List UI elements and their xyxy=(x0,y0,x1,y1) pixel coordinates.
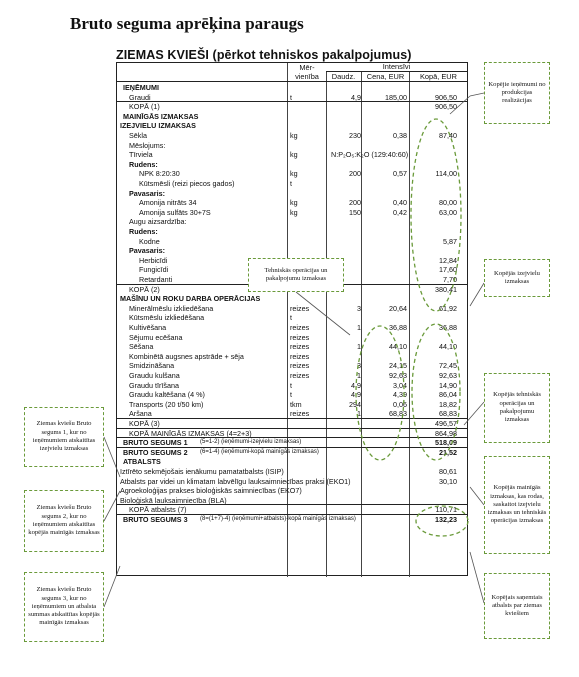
row-unit: reizes xyxy=(290,323,310,332)
row-unit: reizes xyxy=(290,332,310,342)
row-unit: reizes xyxy=(290,361,310,371)
callout-raw-materials: Kopējās izejvielu izmaksas xyxy=(484,259,550,297)
row-quantity: 1 xyxy=(357,342,361,352)
row-label: Augu aizsardzība: xyxy=(129,217,187,227)
row-total: 36,88 xyxy=(439,323,457,332)
row-total: 496,57 xyxy=(435,419,457,428)
row-total: 5,87 xyxy=(443,236,457,246)
row-label: Aršana xyxy=(129,409,152,419)
row-formula-note: (6=1-4) (ieņēmumi-kopā mainīgās izmaksas) xyxy=(200,448,319,455)
header-price: Cena, EUR xyxy=(366,72,405,81)
row-total: 518,09 xyxy=(435,438,457,448)
row-unit: kg xyxy=(290,131,298,140)
row-label: NPK 8:20:30 xyxy=(139,169,180,179)
row-total: 14,90 xyxy=(439,380,457,390)
row-total: 18,82 xyxy=(439,399,457,409)
row-label: ATBALSTS xyxy=(123,457,161,467)
row-quantity: 230 xyxy=(349,131,361,140)
row-label: KOPĀ atbalsts (7) xyxy=(129,505,187,515)
row-label: Retardanti xyxy=(139,275,173,284)
row-unit: t xyxy=(290,313,292,323)
row-quantity: 3 xyxy=(357,361,361,371)
row-label: Graudi xyxy=(129,92,151,102)
gross-margin-table xyxy=(116,62,468,576)
row-total: 21,52 xyxy=(439,447,457,457)
row-price: 185,00 xyxy=(385,92,407,102)
row-price: 44,10 xyxy=(389,342,407,352)
row-label: Transports (20 t/50 km) xyxy=(129,399,204,409)
callout-gross-margin-2: Ziemas kviešu Bruto segums 2, kur no ieņēmumiem atskaitītas kopējās mainīgās izmaksas xyxy=(24,490,104,552)
row-label: Kūtsmēsli (reizi piecos gados) xyxy=(139,179,235,188)
row-quantity: 4,9 xyxy=(351,380,361,390)
row-quantity: 1 xyxy=(357,323,361,332)
row-price: 36,88 xyxy=(389,323,407,332)
row-total: 906,50 xyxy=(435,102,457,112)
row-label: Graudu kulšana xyxy=(129,371,180,380)
row-unit: kg xyxy=(290,207,298,217)
row-label: Minerālmēslu izkliedēšana xyxy=(129,303,214,313)
row-total: 87,40 xyxy=(439,131,457,140)
row-label: KOPĀ MAINĪGĀS IZMAKSAS (4=2+3) xyxy=(129,428,252,438)
row-label: KOPĀ (1) xyxy=(129,102,160,112)
row-label: MAINĪGĀS IZMAKSAS xyxy=(123,111,199,121)
row-total: 906,50 xyxy=(435,92,457,102)
row-label: Iztīrēto sekmējošais ienākumu pamatatbalsts (ISIP) xyxy=(120,467,284,476)
row-price: 0,42 xyxy=(393,207,407,217)
row-label: Atbalsts par videi un klimatam labvēlīgu lauksaimniecības praksi (EKO1) xyxy=(120,476,351,486)
callout-tech-total: Kopējās tehniskās operācijas un pakalpojumu izmaksas xyxy=(484,373,550,443)
row-total: 17,60 xyxy=(439,265,457,275)
row-label: Tīrviela xyxy=(129,150,153,160)
page-title: Bruto seguma aprēķina paraugs xyxy=(70,14,304,33)
row-total: 864,98 xyxy=(435,428,457,438)
row-label: Sēkla xyxy=(129,131,147,140)
row-total: 12,84 xyxy=(439,255,457,265)
row-unit: kg xyxy=(290,198,298,208)
row-label: Agroekoloģijas prakses bioloģiskās saimniecības (EKO7) xyxy=(120,486,302,496)
row-label: Pavasaris: xyxy=(129,246,165,256)
row-unit: t xyxy=(290,92,292,102)
row-quantity: 150 xyxy=(349,207,361,217)
row-label: Bioloģiskā lauksaimniecība (BLA) xyxy=(120,495,227,505)
header-total: Kopā, EUR xyxy=(420,72,457,81)
row-unit: reizes xyxy=(290,351,310,361)
row-price: 24,15 xyxy=(389,361,407,371)
row-label: Kultivēšana xyxy=(129,323,167,332)
callout-gross-margin-1: Ziemas kviešu Bruto segums 1, kur no ieņēmumiem atskaitītas izejvielu izmaksas xyxy=(24,407,104,467)
row-label: Pavasaris: xyxy=(129,188,165,198)
row-price: 0,06 xyxy=(393,399,407,409)
row-label: IEŅĒMUMI xyxy=(123,83,159,92)
row-label: Amonija nitrāts 34 xyxy=(139,198,197,208)
row-total: 92,63 xyxy=(439,371,457,380)
row-quantity: 4,9 xyxy=(351,390,361,400)
row-label: Kūtsmēslu izkliedēšana xyxy=(129,313,205,323)
row-unit: t xyxy=(290,380,292,390)
header-unit: Mēr- vienība xyxy=(295,63,319,81)
row-total: 80,61 xyxy=(439,467,457,476)
row-unit: t xyxy=(290,390,292,400)
row-label: KOPĀ (2) xyxy=(129,284,160,294)
row-label: Kodne xyxy=(139,236,160,246)
row-total: 63,00 xyxy=(439,207,457,217)
row-label: BRUTO SEGUMS 1 xyxy=(123,438,188,448)
callout-gross-margin-3: Ziemas kviešu Bruto segums 3, kur no ieņēmumiem un atbalsta summas atskaitītas kopējās mainīgās izmaksas xyxy=(24,572,104,642)
header-qty: Daudz. xyxy=(331,72,356,81)
row-label: MAŠĪNU UN ROKU DARBA OPERĀCIJAS xyxy=(120,294,261,304)
row-total: 7,70 xyxy=(443,275,457,284)
row-label: BRUTO SEGUMS 3 xyxy=(123,515,188,524)
row-total: 132,23 xyxy=(435,515,457,524)
row-unit: tkm xyxy=(290,399,302,409)
row-total: 114,00 xyxy=(435,169,457,179)
row-label: KOPĀ (3) xyxy=(129,419,160,428)
row-total: 30,10 xyxy=(439,476,457,486)
row-label: Graudu tīrīšana xyxy=(129,380,179,390)
row-quantity: 1 xyxy=(357,409,361,419)
row-label: Sēšana xyxy=(129,342,154,352)
row-label: Fungicīdi xyxy=(139,265,169,275)
row-unit: kg xyxy=(290,150,298,160)
row-label: IZEJVIELU IZMAKSAS xyxy=(120,121,196,131)
row-unit: reizes xyxy=(290,303,310,313)
row-quantity: 4,9 xyxy=(351,92,361,102)
row-price: 20,64 xyxy=(389,303,407,313)
row-label: Amonija sulfāts 30+7S xyxy=(139,207,211,217)
row-quantity: 294 xyxy=(349,399,361,409)
row-quantity: 200 xyxy=(349,169,361,179)
callout-revenue: Kopējie ieņēmumi no produkcijas realizācijas xyxy=(484,62,550,124)
row-price: 0,38 xyxy=(393,131,407,140)
row-total: 86,04 xyxy=(439,390,457,400)
row-label: BRUTO SEGUMS 2 xyxy=(123,447,188,457)
row-unit: reizes xyxy=(290,342,310,352)
row-formula-note: (5=1-2) (ieņēmumi-izejvielu izmaksas) xyxy=(200,439,302,446)
row-price: 68,83 xyxy=(389,409,407,419)
row-price: 3,04 xyxy=(393,380,407,390)
callout-tech-operations: Tehniskās operācijas un pakalpojumu izmaksas xyxy=(248,258,344,292)
header-intensity: Intensīvi xyxy=(382,62,411,71)
row-total: 80,00 xyxy=(439,198,457,208)
row-label: Sējumu ecēšana xyxy=(129,332,183,342)
row-label: Rudens: xyxy=(129,159,158,169)
row-quantity: 200 xyxy=(349,198,361,208)
row-unit: kg xyxy=(290,169,298,179)
row-formula-note: (8=(1+7)-4) (ieņēmumi+atbalsts)-kopā mainīgās izmaksas) xyxy=(200,516,356,522)
row-total: 61,92 xyxy=(439,303,457,313)
row-label: Mēslojums: xyxy=(129,140,166,150)
row-price: N:P₂O₅:K₂O (129:40:60) xyxy=(331,150,409,160)
row-label: Herbicīdi xyxy=(139,255,168,265)
row-price: 4,39 xyxy=(393,390,407,400)
row-label: Smidzināšana xyxy=(129,361,175,371)
table-row xyxy=(117,514,467,525)
row-total: 72,45 xyxy=(439,361,457,371)
row-price: 92,63 xyxy=(389,371,407,380)
row-unit: reizes xyxy=(290,409,310,419)
row-unit: t xyxy=(290,179,292,188)
row-total: 110,71 xyxy=(435,505,457,515)
row-label: Graudu kaltēšana (4 %) xyxy=(129,390,205,400)
row-price: 0,40 xyxy=(393,198,407,208)
row-total: 44,10 xyxy=(439,342,457,352)
row-total: 380,41 xyxy=(435,284,457,294)
row-label: Rudens: xyxy=(129,227,158,236)
row-unit: reizes xyxy=(290,371,310,380)
callout-variable-total: Kopējās mainīgās izmaksas, kas rodas, saskaitot izejvielu izmaksas un tehniskās operācijas izmaksas xyxy=(484,456,550,554)
row-price: 0,57 xyxy=(393,169,407,179)
document-title: ZIEMAS KVIEŠI (pērkot tehniskos pakalpojumus) xyxy=(116,48,412,62)
row-total: 68,83 xyxy=(439,409,457,419)
callout-support-total: Kopējais saņemtais atbalsts par ziemas kviešiem xyxy=(484,573,550,639)
row-label: Kombinētā augsnes apstrāde + sēja xyxy=(129,351,244,361)
row-quantity: 3 xyxy=(357,303,361,313)
row-quantity: 1 xyxy=(357,371,361,380)
